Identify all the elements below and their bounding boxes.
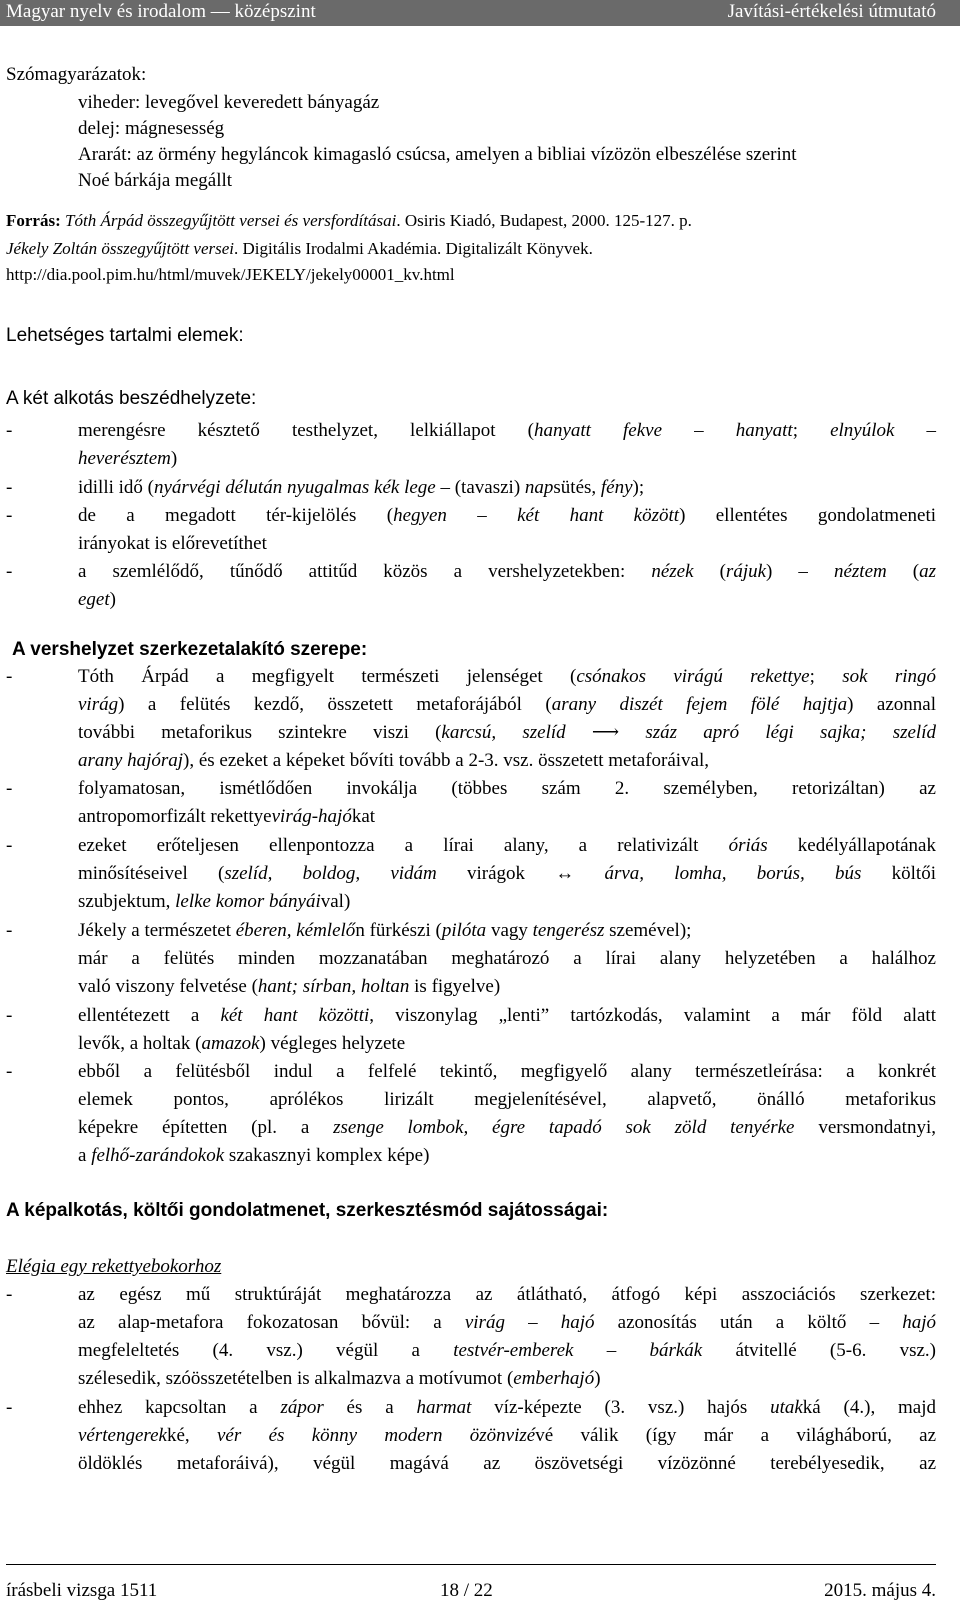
source-line-2 [6,238,593,260]
source-2-rest: . Digitális Irodalmi Akadémia. Digitalizált Könyvek. [234,239,593,258]
heading-speech-situation: A két alkotás beszédhelyzete: [6,388,257,409]
glossary-item: Noé bárkája megállt [78,170,233,191]
bullet-line: merengésre késztető testhelyzet, lelkiállapot (hanyatt fekve – hanyatt; elnyúlok – [78,420,937,441]
source-url[interactable]: http://dia.pool.pim.hu/html/muvek/JEKELY/jekely00001_kv.html [6,265,455,284]
document-page: Magyar nyelv és irodalom — középszint Javítási-értékelési útmutató Szómagyarázatok: viheder: levegővel keveredett bányagáz delej: mágnesesség Ararát: az örmény hegyláncok kimagasló csúcsa, amelyen a bibliai vízözön elbeszélése szerint Noé bárkája megállt Forrás: Tóth Árpád összegyűjtött versei és versfordításai. Osiris Kiadó, Budapest, 2000. 125-127. p. Jékely Zoltán összegyűjtött versei. Digitális Irodalmi Akadémia. Digitalizált Könyvek. http://dia.pool.pim.hu/html/muvek/JEKELY/jekely00001_kv.html Lehetséges tartalmi elemek: A két alkotás beszédhelyzete: - merengésre késztető testhelyzet, lelkiállapot (hanyatt fekve – hanyatt; elnyúlok – heverésztem) - idilli idő (nyárvégi délután nyugalmas kék lege – (tavaszi) napsütés, fény); - de a megadott tér-kijelölés (hegyen – két hant között) ellentétes gondolatmeneti irányokat is előrevetíthet - a szemlélődő, tűnődő attitűd közös a vershelyzetekben: nézek (rájuk) – néztem (az eget) A vershelyzet szerkezetalakító szerepe: - Tóth Árpád a megfigyelt természeti jelenséget (csónakos virágú rekettye; sok ringó virág) a felütés kezdő, összetett metaforájából (arany diszét fejem fölé hajtja) azonnal további metaforikus szintekre viszi (karcsú, szelíd ⟶ száz apró légi sajka; szelíd arany hajóraj), és ezeket a képeket bővíti tovább a 2-3. vsz. összetett metaforáival, - folyamatosan, ismétlődően invokálja (többes szám 2. személyben, retorizáltan) az antropomorfizált rekettyevirág-hajókat - ezeket erőteljesen ellenpontozza a lírai alany, a relativizált óriás kedélyállapotának minősítéseivel (szelíd, boldog, vidám virágok ↔ árva, lomha, borús, bús költői szubjektum, lelke komor bányáival) - Jékely a természetet éberen, kémlelőn fürkészi (pilóta vagy tengerész szemével); már a felütés minden mozzanatában meghatározó a lírai alany helyzetében a halálhoz való viszony felvetése (hant; sírban, holtan is figyelve) - ellentétezett a két hant közötti, viszonylag „lenti” tartózkodás, valamint a már föld alatt levők, a holtak (amazok) végleges helyzete - ebből a felütésből indul a felfelé tekintő, megfigyelő alany természetleírása: a konkrét elemek pontos, aprólékos lirizált megjelenítésével, alapvető, önálló metaforikus képekre építetten (pl. a zsenge lombok, égre tapadó sok zöld tenyérke versmondatnyi, a felhő-zarándokok szakasznyi komplex képe) A képalkotás, költői gondolatmenet, szerkesztésmód sajátosságai: Elégia egy rekettyebokorhoz - az egész mű struktúráját meghatározza az átlátható, átfogó képi asszociációs szerkezet: az alap-metafora fokozatosan bővül: a virág – hajó azonosítás után a költő – hajó megfeleltetés (4. vsz.) végül a testvér-emberek – bárkák átvitellé (5-6. vsz.) szélesedik, szóösszetételben is alkalmazva a motívumot (emberhajó) - ehhez kapcsoltan a zápor és a harmat víz-képezte (3. vsz.) hajós utakká (4.), majd vértengerekké, vér és könny modern özönvizévé válik (így már a világháború, az öldöklés metaforáivá), végül magává az öszövetségi vízözönné terebélyesedik, az írásbeli vizsga 1511 18 / 22 2015. május 4. [0,0,960,1609]
source-1-title: Tóth Árpád összegyűjtött versei és versfordításai [65,211,397,230]
footer-exam-code: írásbeli vizsga 1511 [6,1580,158,1601]
header-right: Javítási-értékelési útmutató [727,1,936,22]
footer-rule [6,1564,936,1565]
glossary-title: Szómagyarázatok: [6,64,147,85]
source-line-1 [6,210,692,232]
footer-date: 2015. május 4. [824,1580,936,1601]
glossary-item: delej: mágnesesség [78,118,225,139]
heading-imagery: A képalkotás, költői gondolatmenet, szerkesztésmód sajátosságai: [6,1200,609,1221]
glossary-item: viheder: levegővel keveredett bányagáz [78,92,380,113]
glossary-item: Ararát: az örmény hegyláncok kimagasló csúcsa, amelyen a bibliai vízözön elbeszélése szerint [78,144,797,165]
heading-elegy: Elégia egy rekettyebokorhoz [6,1256,222,1277]
heading-structural-role: A vershelyzet szerkezetalakító szerepe: [12,639,368,660]
source-label: Forrás: [6,211,61,230]
header-left: Magyar nyelv és irodalom — középszint [6,1,316,22]
source-2-title: Jékely Zoltán összegyűjtött versei [6,239,235,258]
heading-possible-elements: Lehetséges tartalmi elemek: [6,325,244,346]
page-header [0,0,960,26]
footer-page-number: 18 / 22 [440,1580,493,1601]
source-1-rest: . Osiris Kiadó, Budapest, 2000. 125-127. p. [396,211,692,230]
